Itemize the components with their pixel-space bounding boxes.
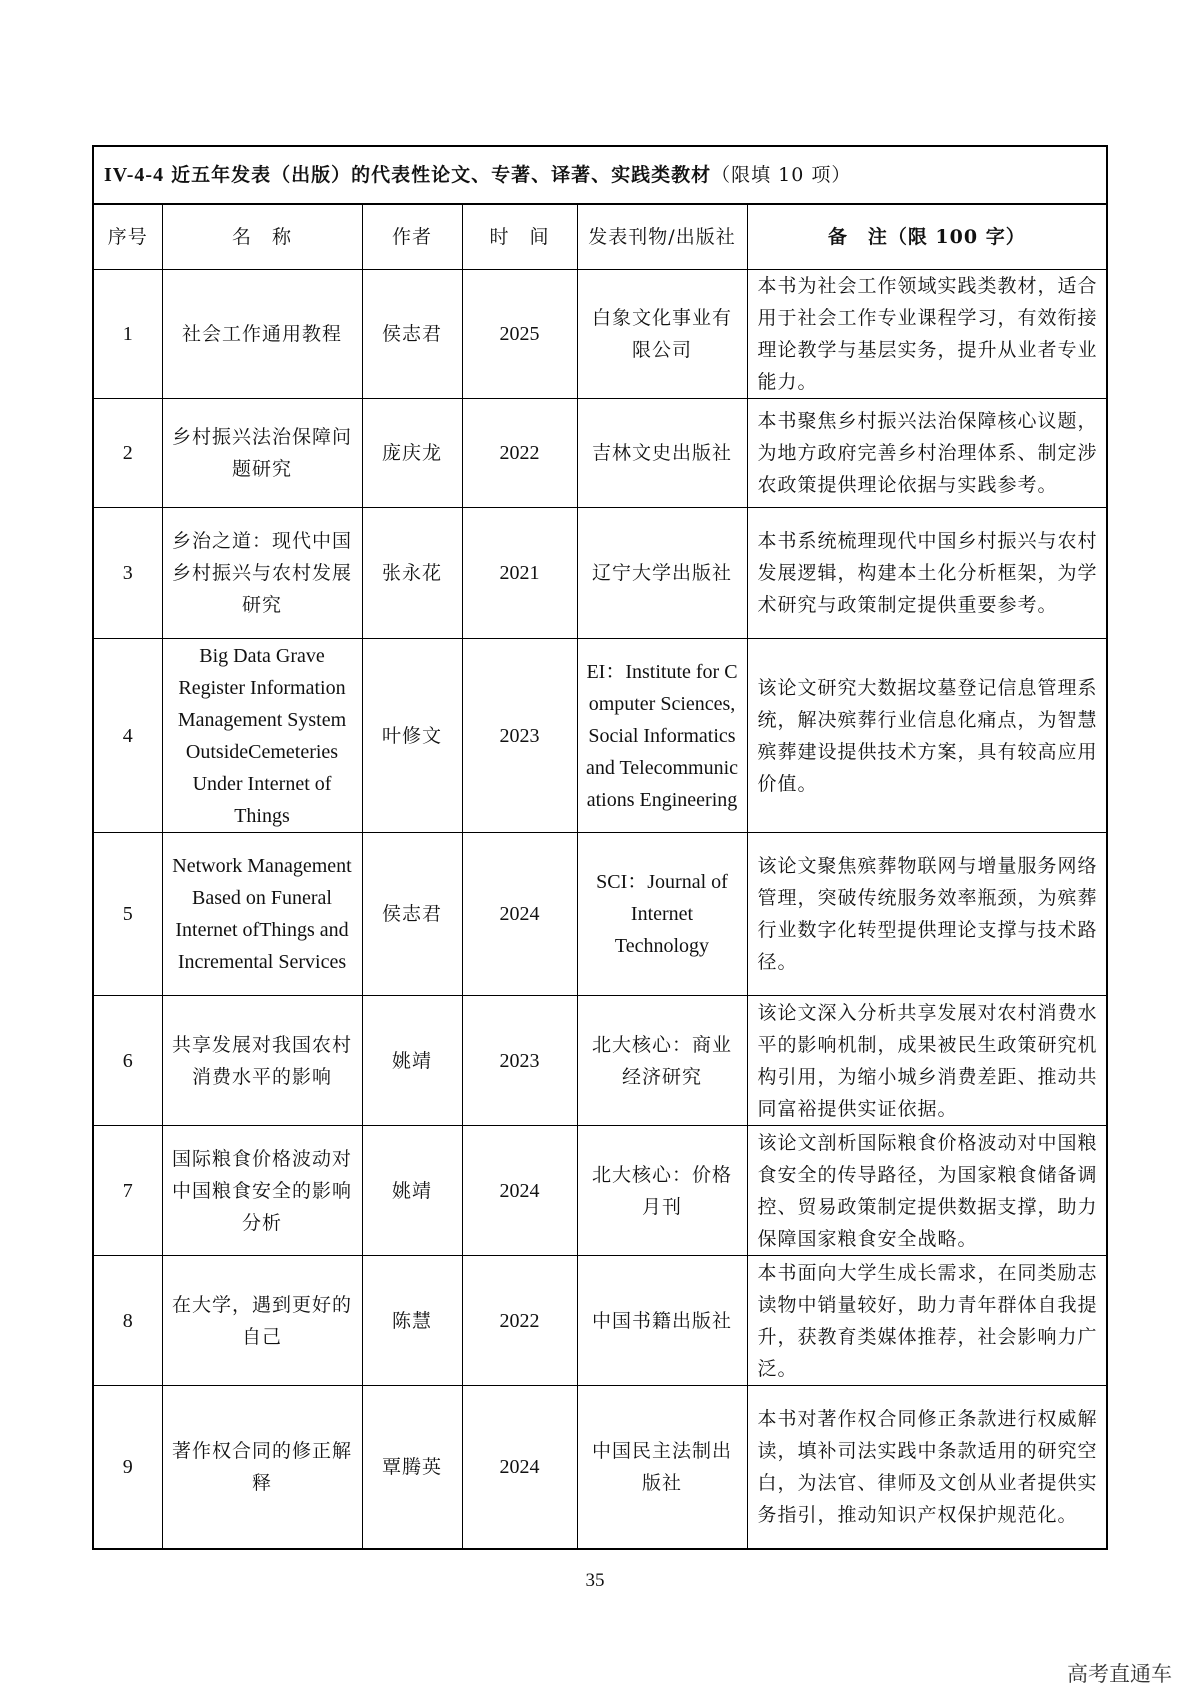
table-header-row <box>93 204 1107 270</box>
row-author: 覃腾英 <box>362 1386 462 1549</box>
table-title-note: （限填 10 项） <box>711 164 852 186</box>
row-author: 陈慧 <box>362 1256 462 1386</box>
row-author: 姚靖 <box>362 996 462 1126</box>
row-name: 共享发展对我国农村消费水平的影响 <box>162 996 362 1126</box>
row-remark: 本书对著作权合同修正条款进行权威解读，填补司法实践中条款适用的研究空白，为法官、律师及文创从业者提供实务指引，推动知识产权保护规范化。 <box>747 1386 1107 1549</box>
row-publisher: 北大核心：价格月刊 <box>577 1126 747 1256</box>
row-author: 姚靖 <box>362 1126 462 1256</box>
header-author: 作者 <box>362 204 462 270</box>
table-title-main: 近五年发表（出版）的代表性论文、专著、译著、实践类教材 <box>171 164 712 186</box>
row-index: 8 <box>93 1256 162 1386</box>
row-index: 9 <box>93 1386 162 1549</box>
header-remark: 备 注（限 100 字） <box>747 204 1107 270</box>
table-title-code: IV-4-4 <box>104 164 165 186</box>
row-time: 2023 <box>462 639 577 833</box>
row-author: 侯志君 <box>362 833 462 996</box>
page-number: 35 <box>585 1570 605 1591</box>
row-name: 在大学，遇到更好的自己 <box>162 1256 362 1386</box>
table-title-row <box>93 146 1107 204</box>
header-name: 名 称 <box>162 204 362 270</box>
row-index: 6 <box>93 996 162 1126</box>
table-row <box>93 508 1107 639</box>
table-row <box>93 1126 1107 1256</box>
row-name: 乡村振兴法治保障问题研究 <box>162 399 362 508</box>
row-remark: 该论文剖析国际粮食价格波动对中国粮食安全的传导路径，为国家粮食储备调控、贸易政策制定提供数据支撑，助力保障国家粮食安全战略。 <box>747 1126 1107 1256</box>
row-remark: 本书为社会工作领域实践类教材，适合用于社会工作专业课程学习，有效衔接理论教学与基层实务，提升从业者专业能力。 <box>747 270 1107 399</box>
row-time: 2024 <box>462 833 577 996</box>
row-author: 张永花 <box>362 508 462 639</box>
row-index: 5 <box>93 833 162 996</box>
row-name: Big Data Grave Register Information Management System OutsideCemeteries Under Internet of Things <box>162 639 362 833</box>
row-time: 2022 <box>462 1256 577 1386</box>
row-publisher: 辽宁大学出版社 <box>577 508 747 639</box>
header-index: 序号 <box>93 204 162 270</box>
table-row <box>93 1386 1107 1549</box>
row-name: 著作权合同的修正解释 <box>162 1386 362 1549</box>
row-time: 2023 <box>462 996 577 1126</box>
row-index: 1 <box>93 270 162 399</box>
table-row <box>93 639 1107 833</box>
row-time: 2024 <box>462 1126 577 1256</box>
row-name: Network Management Based on Funeral Internet ofThings and Incremental Services <box>162 833 362 996</box>
table-title <box>93 146 1107 204</box>
row-remark: 该论文研究大数据坟墓登记信息管理系统，解决殡葬行业信息化痛点，为智慧殡葬建设提供技术方案，具有较高应用价值。 <box>747 639 1107 833</box>
row-author: 侯志君 <box>362 270 462 399</box>
watermark-text: 高考直通车 <box>1067 1662 1172 1686</box>
row-time: 2024 <box>462 1386 577 1549</box>
table-row <box>93 270 1107 399</box>
table-row <box>93 399 1107 508</box>
row-index: 2 <box>93 399 162 508</box>
row-publisher: EI：Institute for Computer Sciences, Social Informatics and Telecommunications Engineering <box>577 639 747 833</box>
row-name: 国际粮食价格波动对中国粮食安全的影响分析 <box>162 1126 362 1256</box>
table-row <box>93 1256 1107 1386</box>
row-author: 庞庆龙 <box>362 399 462 508</box>
row-publisher: 北大核心：商业经济研究 <box>577 996 747 1126</box>
row-name: 乡治之道：现代中国乡村振兴与农村发展研究 <box>162 508 362 639</box>
row-publisher: 中国民主法制出版社 <box>577 1386 747 1549</box>
row-index: 7 <box>93 1126 162 1256</box>
row-remark: 本书面向大学生成长需求，在同类励志读物中销量较好，助力青年群体自我提升，获教育类媒体推荐，社会影响力广泛。 <box>747 1256 1107 1386</box>
row-remark: 本书聚焦乡村振兴法治保障核心议题，为地方政府完善乡村治理体系、制定涉农政策提供理论依据与实践参考。 <box>747 399 1107 508</box>
row-name: 社会工作通用教程 <box>162 270 362 399</box>
row-remark: 该论文聚焦殡葬物联网与增量服务网络管理，突破传统服务效率瓶颈，为殡葬行业数字化转型提供理论支撑与技术路径。 <box>747 833 1107 996</box>
row-remark: 该论文深入分析共享发展对农村消费水平的影响机制，成果被民生政策研究机构引用，为缩小城乡消费差距、推动共同富裕提供实证依据。 <box>747 996 1107 1126</box>
row-author: 叶修文 <box>362 639 462 833</box>
header-time: 时 间 <box>462 204 577 270</box>
row-time: 2022 <box>462 399 577 508</box>
header-publisher: 发表刊物/出版社 <box>577 204 747 270</box>
row-remark: 本书系统梳理现代中国乡村振兴与农村发展逻辑，构建本土化分析框架，为学术研究与政策制定提供重要参考。 <box>747 508 1107 639</box>
achievements-table <box>92 145 1108 1550</box>
row-index: 3 <box>93 508 162 639</box>
row-publisher: SCI：Journal of Internet Technology <box>577 833 747 996</box>
table-row <box>93 833 1107 996</box>
row-index: 4 <box>93 639 162 833</box>
row-publisher: 吉林文史出版社 <box>577 399 747 508</box>
table-row <box>93 996 1107 1126</box>
row-publisher: 白象文化事业有限公司 <box>577 270 747 399</box>
row-publisher: 中国书籍出版社 <box>577 1256 747 1386</box>
row-time: 2021 <box>462 508 577 639</box>
row-time: 2025 <box>462 270 577 399</box>
